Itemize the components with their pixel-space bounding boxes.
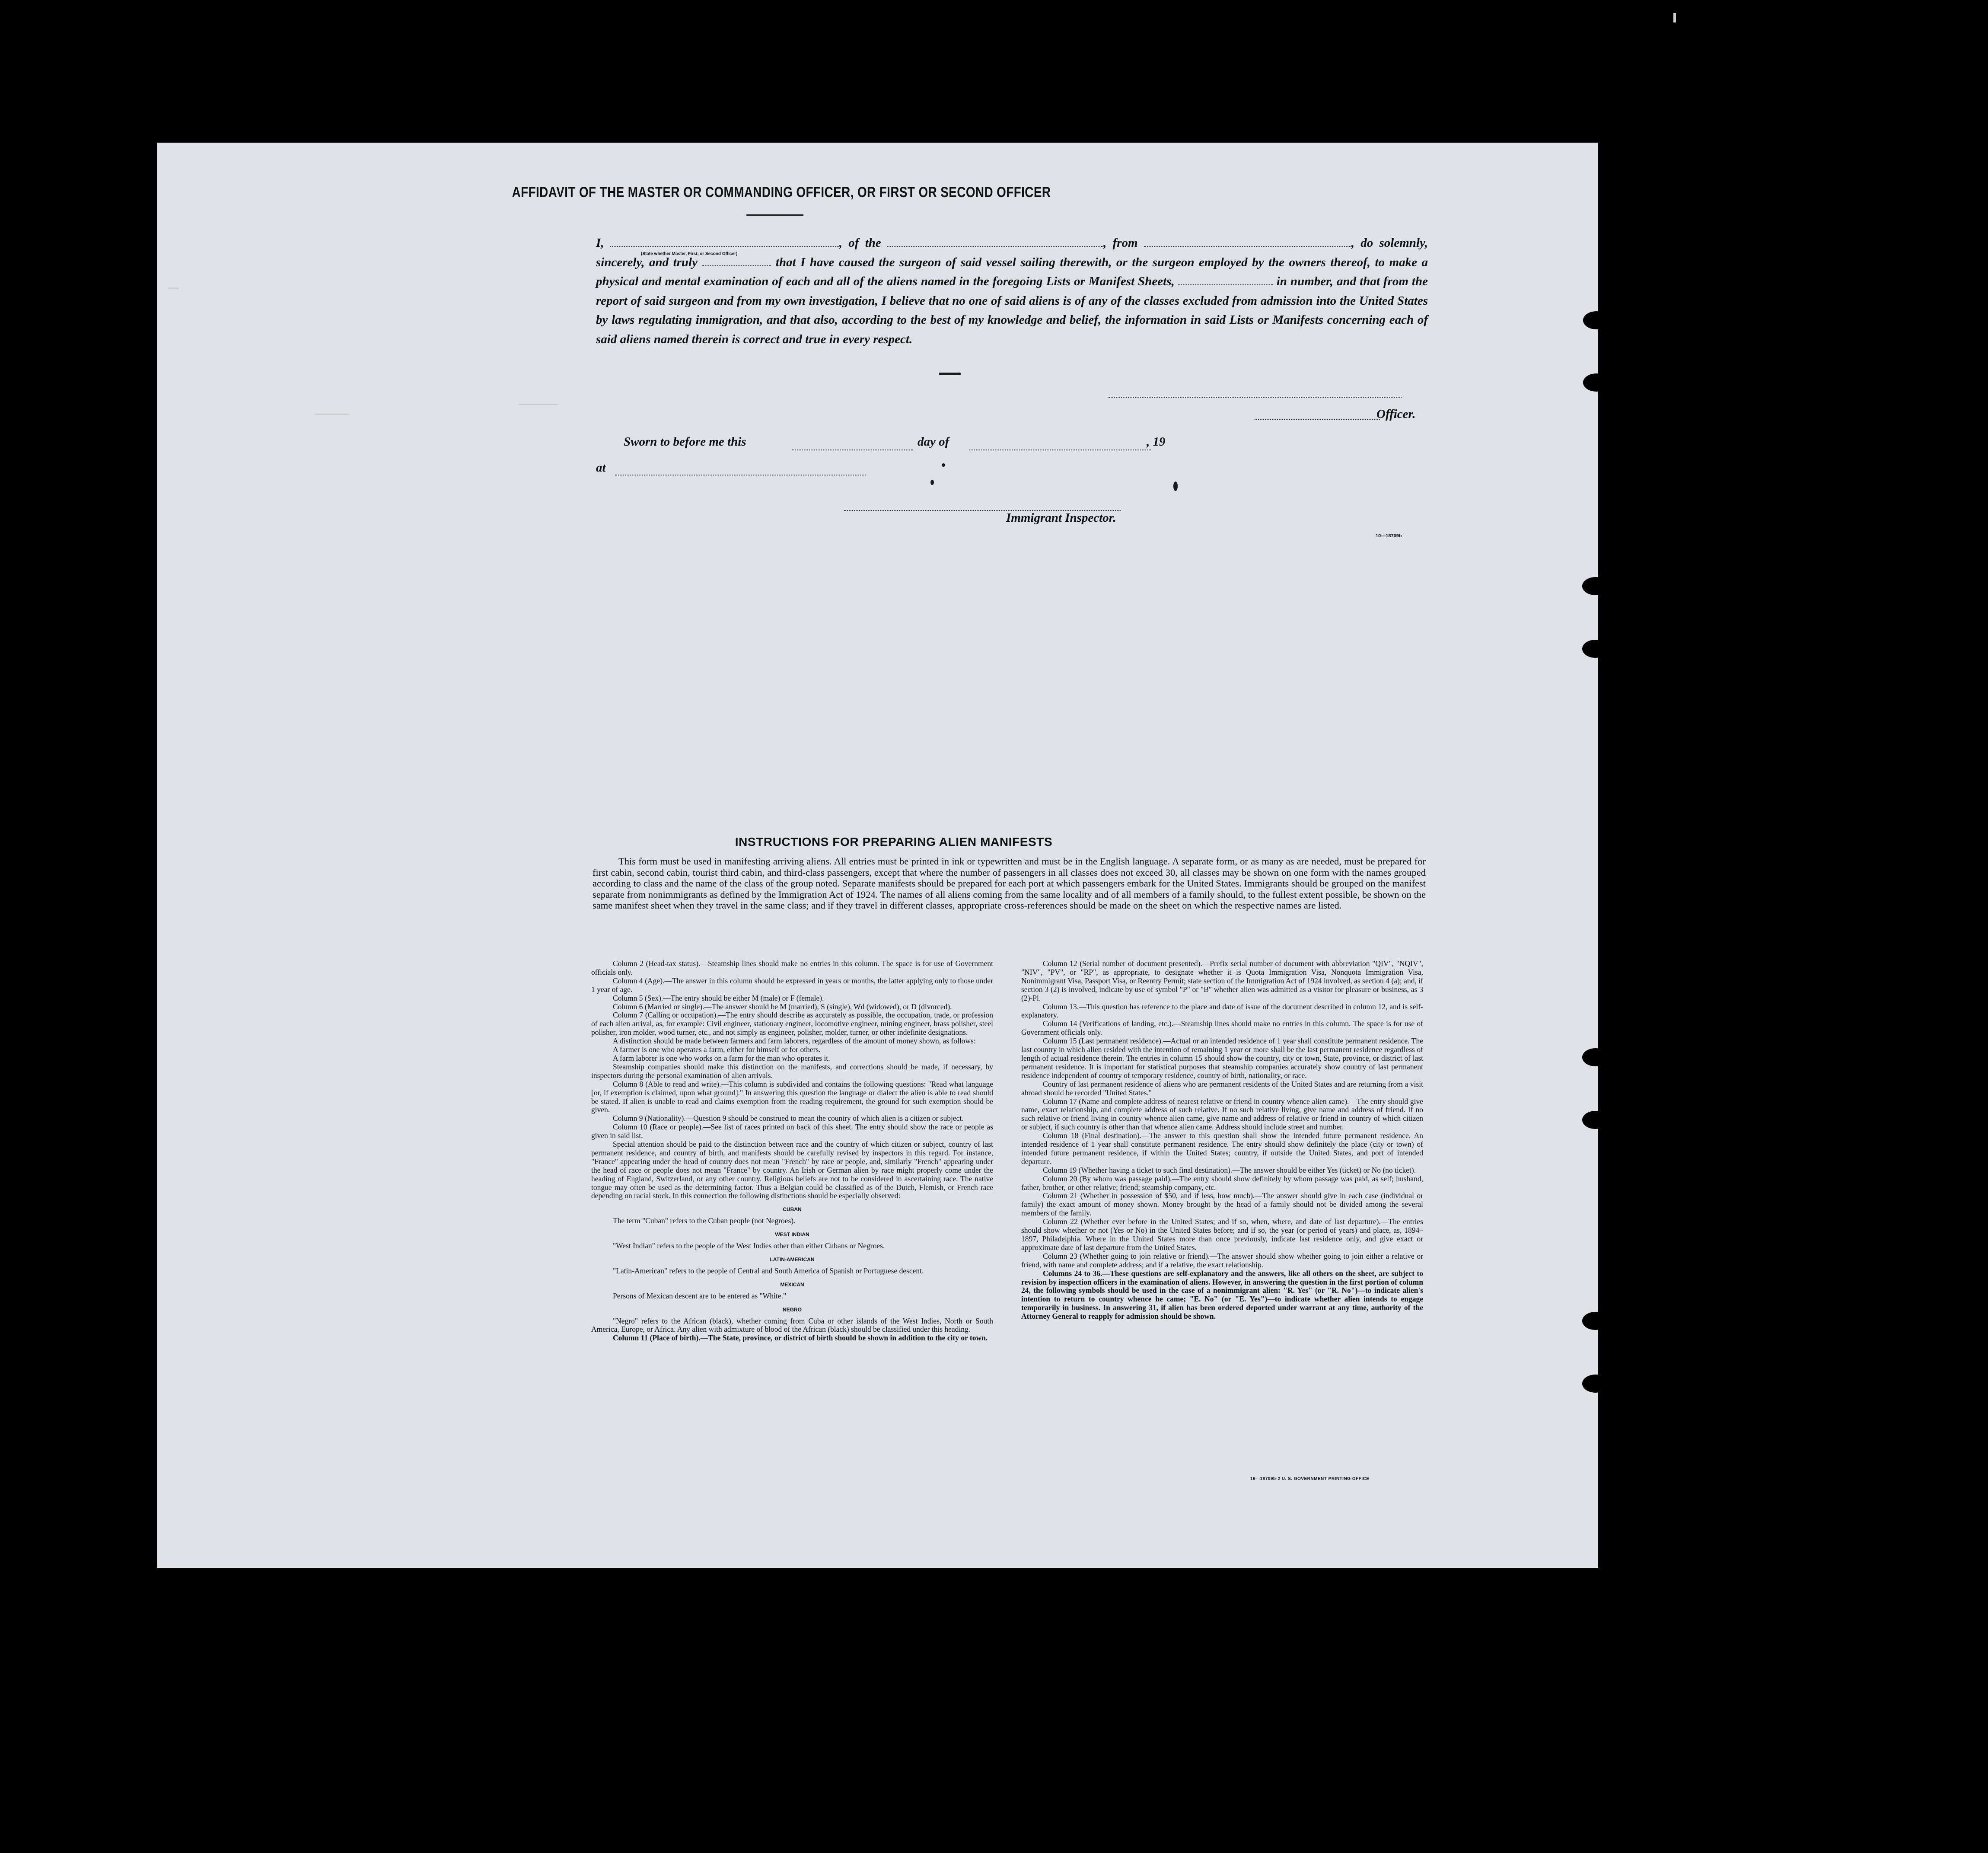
- column-note: Column 13.—This question has reference to the place and date of issue of the document described in column 12, and is self-explanatory.: [1021, 1002, 1423, 1020]
- instructions-left-column: [591, 960, 993, 1343]
- cuban-heading: CUBAN: [783, 1206, 802, 1213]
- affidavit-of-the: , of the: [839, 236, 881, 250]
- column-note: Column 17 (Name and complete address of nearest relative or friend in country whence alien came).—The entry should give name, exact relationship, and complete address of such relative. If no such relative living, give name and address of friend. If no such relative or friend living in country whence alien came, give name and address of relative or friend in country of which citizen or subject, if such country is other than that whence alien came. Address should include street and number.: [1021, 1097, 1423, 1132]
- affidavit-title: AFFIDAVIT OF THE MASTER OR COMMANDING OFFICER, OR FIRST OR SECOND OFFICER: [512, 184, 1051, 201]
- column-note: Country of last permanent residence of aliens who are permanent residents of the United States and are returning from a visit abroad should be recorded "United States.": [1021, 1079, 1423, 1097]
- ink-speck: [930, 480, 934, 485]
- column-note: Column 4 (Age).—The answer in this column should be expressed in years or months, the latter applying only to those under 1 year of age.: [591, 976, 993, 994]
- instructions-intro: [593, 856, 1426, 911]
- sworn-label: Sworn to before me this: [624, 435, 746, 449]
- officer-label: Officer.: [1376, 407, 1416, 421]
- column-note: Column 22 (Whether ever before in the United States; and if so, when, where, and date of last departure).—The entries should show whether or not (Yes or No) in the United States before; and if so, the year (or period of years) and place, as, 1894–1897, Philadelphia. Where in the United States more than once previously, indicate last residence only, and give exact or approximate date of last departure from the United States.: [1021, 1217, 1423, 1252]
- mexican-note: Persons of Mexican descent are to be entered as "White.": [613, 1291, 787, 1300]
- at-label: at: [596, 461, 606, 475]
- binder-hole: [1582, 1048, 1609, 1066]
- instructions-right-column: [1021, 960, 1423, 1321]
- column-note: A farmer is one who operates a farm, either for himself or for others.: [613, 1045, 821, 1054]
- column-note: Column 6 (Married or single).—The answer should be M (married), S (single), Wd (widowed), or D (divorced).: [613, 1002, 952, 1011]
- binder-hole: [1583, 311, 1610, 329]
- column-note: Column 15 (Last permanent residence).—Actual or an intended residence of 1 year shall constitute permanent residence. The last country in which alien resided with the intention of remaining 1 year or more shall be the last permanent residence regardless of length of actual residence therein. The entries in column 15 should show the country, city or town, State, province, or district of last permanent residence. It is important for statistical purposes that steamship companies accurately show country of last permanent residence independent of country of temporary residence, country of birth, nationality, or race.: [1021, 1037, 1423, 1080]
- affidavit-i: I,: [596, 236, 604, 250]
- title-underline: [746, 214, 803, 216]
- affidavit-solemnly: solemnly, sincerely, and truly: [596, 236, 1428, 269]
- west-indian-heading: WEST INDIAN: [775, 1231, 809, 1238]
- column-note: Column 18 (Final destination).—The answer to this question shall show the intended future permanent residence. An intended residence of 1 year shall constitute permanent residence. The entry should show definitely the place (city or town) of intended future permanent residence, if within the United States; country, if outside the United States, and port of intended departure.: [1021, 1131, 1423, 1166]
- port-from-blank[interactable]: [1144, 236, 1351, 247]
- scan-mark: [169, 287, 179, 289]
- scan-mark: [1673, 13, 1676, 22]
- negro-note: "Negro" refers to the African (black), whether coming from Cuba or other islands of the West Indies, North or South America, Europe, or Africa. Any alien with admixture of blood of the African (black) should be classified under this heading.: [591, 1316, 993, 1334]
- solemnly-blank[interactable]: [702, 255, 771, 266]
- binder-hole: [1582, 1312, 1609, 1330]
- column-note: Column 10 (Race or people).—See list of races printed on back of this sheet. The entry should show the race or people as given in said list.: [591, 1123, 993, 1140]
- ink-speck: [1173, 482, 1178, 491]
- latin-american-heading: LATIN-AMERICAN: [770, 1257, 815, 1263]
- officer-signature-line-2[interactable]: [1255, 419, 1380, 420]
- officer-signature-line-1[interactable]: [1108, 397, 1402, 398]
- ink-speck: [942, 463, 945, 467]
- scan-mark: [519, 404, 558, 405]
- instructions-title: INSTRUCTIONS FOR PREPARING ALIEN MANIFESTS: [735, 835, 1053, 848]
- column-note: Column 9 (Nationality).—Question 9 should be construed to mean the country of which alien is a citizen or subject.: [613, 1114, 964, 1123]
- officer-rank-caption: (State whether Master, First, or Second Officer): [641, 252, 738, 256]
- binder-hole: [1582, 577, 1609, 595]
- affidavit-body-2: in number, and that from the report of said surgeon and from my own investigation, I believe that no one of said aliens is of any of the classes excluded from admission into the United States by laws regulating immigration, and that also, according to the best of my knowledge and belief, the information in said Lists or Manifests concerning each of said aliens named therein is correct and true in every respect.: [596, 274, 1428, 346]
- manifest-back-sheet: [157, 143, 1598, 1568]
- column-note: A farm laborer is one who works on a farm for the man who operates it.: [613, 1053, 830, 1062]
- inspector-label: Immigrant Inspector.: [1006, 511, 1116, 525]
- intro-paragraph: This form must be used in manifesting arriving aliens. All entries must be printed in ink or typewritten and must be in the English language. A separate form, or as many as are needed, must be prepared for first cabin, second cabin, tourist third cabin, and third-class passengers, except that where the number of passengers in all classes does not exceed 30, all classes may be shown on one form with the names grouped according to class and the name of the class of the group noted. Separate manifests should be prepared for each port at which passengers embark for the United States. Immigrants should be grouped on the manifest separate from nonimmigrants as defined by the Immigration Act of 1924. The names of all aliens coming from the same locality and of all members of a family should, to the fullest extent possible, be shown on the same manifest sheet when they travel in the same class; and if they travel in different classes, appropriate cross-references should be made on the sheet on which the respective names are listed.: [593, 856, 1426, 911]
- column-note: Column 20 (By whom was passage paid).—The entry should show definitely by whom passage was paid, as self; husband, father, brother, or other relative; friend; steamship company, etc.: [1021, 1174, 1423, 1192]
- column-11-note: Column 11 (Place of birth).—The State, province, or district of birth should be shown in addition to the city or town.: [613, 1333, 988, 1343]
- affidavit-do: , do: [1351, 236, 1373, 250]
- column-note: Special attention should be paid to the distinction between race and the country of which citizen or subject, country of last permanent residence, and country of birth, and manifests should be carefully revised by inspectors in this regard. For instance, "France" appearing under the head of country does not mean "French" by race or people, and, similarly "French" appearing under the head of race or people does not mean "France" by country. An Irish or German alien by race might properly come under the heading of England, Switzerland, or any other country. Religious beliefs are not to be considered in ascertaining race. The native tongue may often be used as the determining factor. Thus a Belgian could be classified as of the Dutch, Flemish, or French race depending on racial stock. In this connection the following distinctions should be especially observed:: [591, 1140, 993, 1200]
- cuban-note: The term "Cuban" refers to the Cuban people (not Negroes).: [613, 1216, 796, 1225]
- column-note: Column 5 (Sex).—The entry should be either M (male) or F (female).: [613, 993, 824, 1002]
- column-note: Columns 24 to 36.—These questions are self-explanatory and the answers, like all others on the sheet, are subject to revision by inspection officers in the examination of aliens. However, in answering the question in the first portion of column 24, the following symbols should be used in the case of a nonimmigrant alien: "R. Yes" (or "R. No")—to indicate alien's intention to return to country whence he came; "E. No" (or "E. Yes")—to indicate whether alien intends to engage temporarily in business. In answering 31, if alien has been ordered deported under warrant at any time, authority of the Attorney General to reapply for admission should be shown.: [1021, 1269, 1423, 1321]
- west-indian-note: "West Indian" refers to the people of the West Indies other than either Cubans or Negroes.: [613, 1241, 885, 1250]
- binder-hole: [1582, 1111, 1609, 1129]
- negro-heading: NEGRO: [782, 1306, 802, 1313]
- column-note: Column 14 (Verifications of landing, etc.).—Steamship lines should make no entries in this column. The space is for use of Government officials only.: [1021, 1019, 1423, 1037]
- binder-hole: [1583, 373, 1610, 392]
- mexican-heading: MEXICAN: [780, 1281, 804, 1288]
- ink-mark: [939, 373, 961, 375]
- affidavit-text: [596, 233, 1428, 349]
- binder-hole: [1582, 1375, 1609, 1393]
- scan-mark: [315, 414, 349, 415]
- printing-office-code: 16—18709b-2 U. S. GOVERNMENT PRINTING OFFICE: [1250, 1477, 1370, 1481]
- day-of-label: day of: [918, 435, 949, 449]
- affidavit-body-1: that I have caused the surgeon of said vessel sailing therewith, or the surgeon employed by the owners thereof, to make a physical and mental examination of each and all of the aliens named in the foregoing Lists or Manifest Sheets,: [596, 255, 1428, 288]
- column-note: Column 7 (Calling or occupation).—The entry should describe as accurately as possible, the occupation, trade, or profession of each alien arrival, as, for example: Civil engineer, stationary engineer, locomotive engineer, mining engineer, brass polisher, steel polisher, iron molder, wood turner, etc., and not simply as engineer, polisher, molder, turner, or other indefinite designations.: [591, 1011, 993, 1037]
- column-note: Column 23 (Whether going to join relative or friend).—The answer should show whether going to join either a relative or friend, with name and complete address; and if a relative, the exact relationship.: [1021, 1251, 1423, 1269]
- column-note: Column 12 (Serial number of document presented).—Prefix serial number of document with abbreviation "QIV", "NQIV", "NIV", "PV", or "RP", as appropriate, to designate whether it is Quota Immigration Visa, Nonquota Immigration Visa, Nonimmigrant Visa, Passport Visa, or Reentry Permit; state section of the Immigration Act of 1924 involved, as section 4 (a); and, if section 3 (2) is involved, indicate by use of symbol "P" or "B" whether alien was admitted as a visitor for pleasure or business, as 3 (2)-Pl.: [1021, 959, 1423, 1002]
- affidavit-from: , from: [1103, 236, 1138, 250]
- count-blank[interactable]: [1178, 274, 1273, 285]
- officer-name-blank[interactable]: [610, 236, 839, 247]
- latin-american-note: "Latin-American" refers to the people of Central and South America of Spanish or Portuguese descent.: [613, 1266, 924, 1275]
- year-label: , 19: [1147, 435, 1166, 449]
- column-note: Column 2 (Head-tax status).—Steamship lines should make no entries in this column. The space is for use of Government officials only.: [591, 959, 993, 976]
- column-note: Column 8 (Able to read and write).—This column is subdivided and contains the following questions: "Read what language [or, if exemption is claimed, upon what ground]." In answering this question the language or dialect the alien is able to read should be stated. If alien is unable to read and claims exemption from the reading requirement, the ground for such exemption should be given.: [591, 1079, 993, 1114]
- affidavit-form-code: 10—18709b: [1376, 533, 1402, 539]
- binder-hole: [1582, 640, 1609, 658]
- column-note: Steamship companies should make this distinction on the manifests, and corrections should be made, if necessary, by inspectors during the personal examination of alien arrivals.: [591, 1062, 993, 1080]
- vessel-name-blank[interactable]: [887, 236, 1103, 247]
- column-note: A distinction should be made between farmers and farm laborers, regardless of the amount of money shown, as follows:: [613, 1037, 976, 1046]
- column-note: Column 19 (Whether having a ticket to such final destination).—The answer should be either Yes (ticket) or No (no ticket).: [1043, 1165, 1416, 1174]
- column-note: Column 21 (Whether in possession of $50, and if less, how much).—The answer should give in each case (individual or family) the exact amount of money shown. Money brought by the head of a family should not be divided among the several members of the family.: [1021, 1191, 1423, 1218]
